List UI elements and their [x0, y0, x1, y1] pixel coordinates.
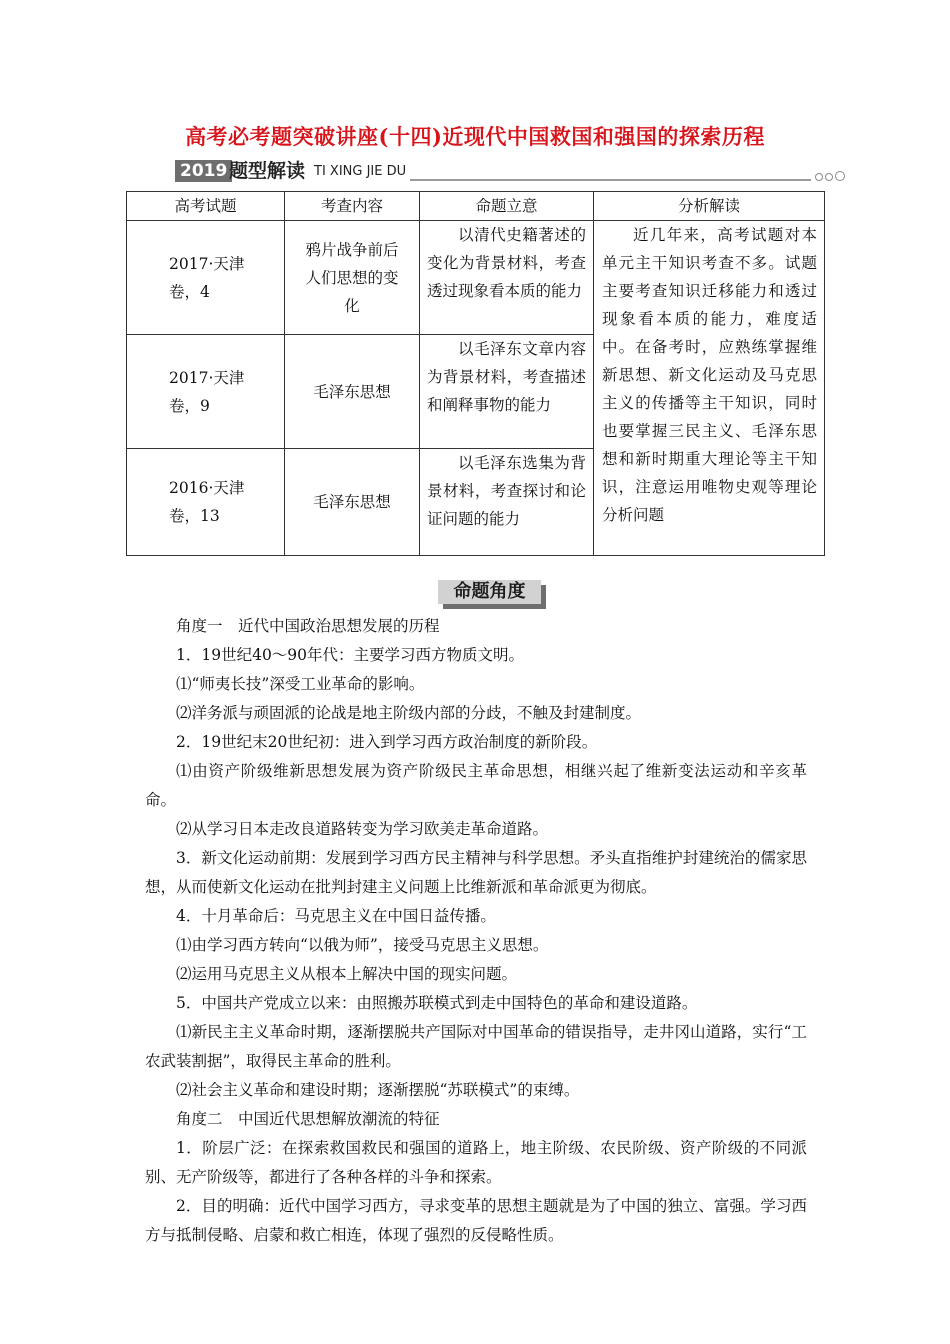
banner-dots-icon	[813, 166, 845, 185]
paragraph: 2．目的明确：近代中国学习西方，寻求变革的思想主题就是为了中国的独立、富强。学习西方与抵制侵略、启蒙和救亡相连，体现了强烈的反侵略性质。	[145, 1197, 807, 1244]
paragraph: 5．中国共产党成立以来：由照搬苏联模式到走中国特色的革命和建设道路。	[176, 994, 698, 1012]
header-analysis: 分析解读	[594, 192, 825, 221]
paragraph: ⑵洋务派与顽固派的论战是地主阶级内部的分歧，不触及封建制度。	[176, 704, 642, 722]
banner-pinyin: TI XING JIE DU	[314, 164, 407, 179]
paragraph: ⑴“师夷长技”深受工业革命的影响。	[176, 675, 425, 693]
paragraph: ⑵从学习日本走改良道路转变为学习欧美走革命道路。	[176, 820, 549, 838]
cell-purpose-text: 以毛泽东文章内容为背景材料，考查描述和阐释事物的能力	[427, 340, 586, 414]
cell-content: 毛泽东思想	[285, 335, 420, 449]
cell-purpose	[420, 221, 594, 335]
banner-year: 2019	[175, 160, 232, 182]
angle-heading: 角度二 中国近代思想解放潮流的特征	[176, 1110, 440, 1128]
paragraph: 2．19世纪末20世纪初：进入到学习西方政治制度的新阶段。	[176, 733, 598, 751]
angle-heading: 角度一 近代中国政治思想发展的历程	[176, 617, 440, 635]
cell-analysis: 近几年来，高考试题对本单元主干知识考查不多。试题主要考查知识迁移能力和透过现象看本质的能力，难度适中。在备考时，应熟练掌握维新思想、新文化运动及马克思主义的传播等主干知识，同时也要掌握三民主义、毛泽东思想和新时期重大理论等主干知识，注意运用唯物史观等理论分析问题	[594, 221, 825, 556]
cell-purpose	[420, 449, 594, 556]
body-text	[145, 612, 807, 1250]
banner-label: 题型解读	[229, 160, 306, 182]
paragraph: ⑵社会主义革命和建设时期；逐渐摆脱“苏联模式”的束缚。	[176, 1081, 580, 1099]
paragraph: 1．阶层广泛：在探索救国救民和强国的道路上，地主阶级、农民阶级、资产阶级的不同派别、无产阶级等，都进行了各种各样的斗争和探索。	[145, 1139, 807, 1186]
section-banner	[175, 158, 845, 186]
header-content: 考查内容	[285, 192, 420, 221]
cell-exam: 2017·天津卷，4	[127, 221, 285, 335]
cell-content: 毛泽东思想	[285, 449, 420, 556]
paragraph: 1．19世纪40～90年代：主要学习西方物质文明。	[176, 646, 525, 664]
banner-rule	[410, 179, 811, 181]
paragraph: ⑵运用马克思主义从根本上解决中国的现实问题。	[176, 965, 518, 983]
header-exam: 高考试题	[127, 192, 285, 221]
table-row	[127, 221, 825, 335]
paragraph: ⑴由学习西方转向“以俄为师”，接受马克思主义思想。	[176, 936, 549, 954]
cell-purpose-text: 以清代史籍著述的变化为背景材料，考查透过现象看本质的能力	[427, 226, 586, 300]
page-title: 高考必考题突破讲座(十四)近现代中国救国和强国的探索历程	[185, 124, 765, 149]
cell-content: 鸦片战争前后人们思想的变化	[285, 221, 420, 335]
table-header-row	[127, 192, 825, 221]
paragraph: ⑴新民主主义革命时期，逐渐摆脱共产国际对中国革命的错误指导，走井冈山道路，实行“工农武装割据”，取得民主革命的胜利。	[145, 1023, 807, 1070]
paragraph: ⑴由资产阶级维新思想发展为资产阶级民主革命思想，相继兴起了维新变法运动和辛亥革命。	[145, 762, 807, 809]
cell-exam: 2017·天津卷，9	[127, 335, 285, 449]
cell-purpose-text: 以毛泽东选集为背景材料，考查探讨和论证问题的能力	[427, 454, 586, 528]
cell-exam: 2016·天津卷，13	[127, 449, 285, 556]
paragraph: 3．新文化运动前期：发展到学习西方民主精神与科学思想。矛头直指维护封建统治的儒家思想，从而使新文化运动在批判封建主义问题上比维新派和革命派更为彻底。	[145, 849, 807, 896]
header-purpose: 命题立意	[420, 192, 594, 221]
paragraph: 4．十月革命后：马克思主义在中国日益传播。	[176, 907, 496, 925]
section-heading-label: 命题角度	[438, 580, 541, 604]
exam-analysis-table	[126, 191, 825, 556]
section-heading	[438, 580, 546, 609]
cell-purpose	[420, 335, 594, 449]
